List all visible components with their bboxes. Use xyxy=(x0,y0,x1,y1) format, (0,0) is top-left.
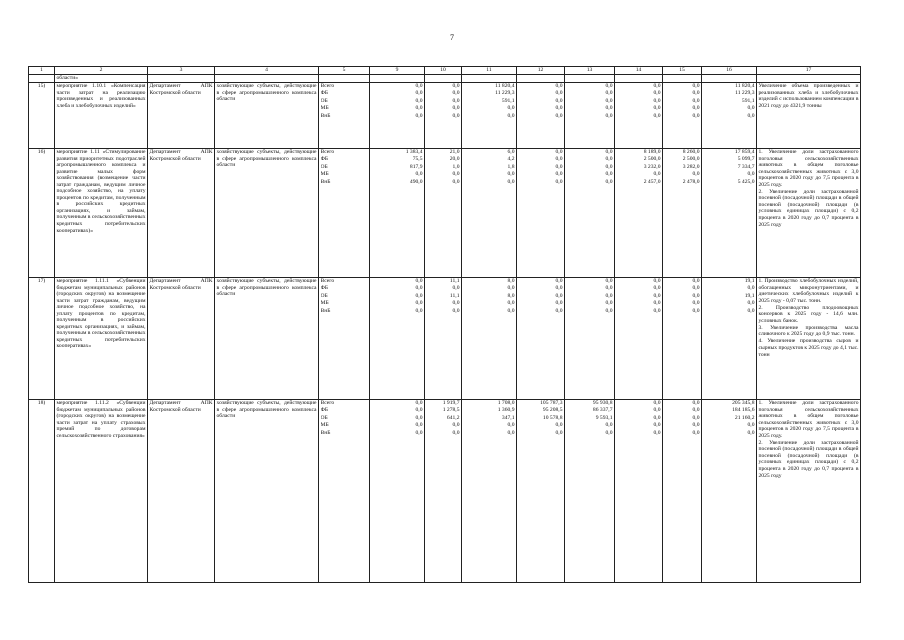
amount-value: 0,0 xyxy=(653,83,661,89)
header-row xyxy=(29,67,861,75)
amount-value: 10 578,8 xyxy=(542,414,563,421)
amount-value: 0,0 xyxy=(507,171,515,178)
measure-name: мероприятие 1.11.2 «Субвенции бюджетам муниципальных районов (городских округов) на возмещение части затрат на уплату страховых премий по договорам сельскохозяйственного страхования» xyxy=(55,400,148,583)
amount-value: 490,0 xyxy=(409,178,423,185)
amount-value: 0,0 xyxy=(653,285,661,292)
amount-value: 0,0 xyxy=(415,307,423,314)
funding-source-label: ВнБ xyxy=(320,307,331,314)
amount-value: 19,1 xyxy=(744,278,755,284)
funding-source-label: ФБ xyxy=(320,407,329,414)
amount-c9 xyxy=(370,278,425,400)
expected-result xyxy=(757,83,861,149)
amount-c9 xyxy=(370,149,425,278)
funding-source-label: МБ xyxy=(320,171,329,178)
amount-c11 xyxy=(462,278,517,400)
amount-c16 xyxy=(702,149,757,278)
amount-value: 0,0 xyxy=(555,429,563,436)
amount-value: 817,9 xyxy=(409,163,423,170)
amount-value: 0,0 xyxy=(605,156,613,163)
funding-source-label: Всего xyxy=(320,400,335,406)
amount-c15 xyxy=(663,149,702,278)
amount-value: 0,0 xyxy=(415,422,423,429)
row-number: 15) xyxy=(29,83,55,149)
amount-value: 2 500,0 xyxy=(643,156,661,163)
amount-value: 75,5 xyxy=(412,156,423,163)
amount-value: 0,0 xyxy=(747,112,755,119)
continuation-text: области» xyxy=(55,75,148,83)
amount-value: 0,0 xyxy=(605,97,613,104)
amount-c12 xyxy=(517,83,565,149)
amount-value: 0,0 xyxy=(555,307,563,314)
amount-c11 xyxy=(462,400,517,583)
amount-value: 184 185,6 xyxy=(732,407,755,414)
measure-name: мероприятие 1.11.1 «Субвенции бюджетам муниципальных районов (городских округов) на возмещение части затрат гражданам, ведущим личное подсобное хозяйство, на уплату процентов по кредитам, полученным в российских кредитных организациях, и займам, полученным в сельскохозяйственных кредитных потребительских кооперативах» xyxy=(55,278,148,400)
amount-value: 20,0 xyxy=(449,156,460,163)
amount-value: 2 457,0 xyxy=(643,178,661,185)
expected-result xyxy=(757,149,861,278)
funding-sources xyxy=(319,149,370,278)
amount-value: 0,0 xyxy=(415,414,423,421)
amount-value: 0,0 xyxy=(692,97,700,104)
amount-value: 0,0 xyxy=(452,285,460,292)
amount-value: 11 229,3 xyxy=(735,90,755,97)
amount-value: 0,0 xyxy=(692,400,700,406)
header-cell: 17 xyxy=(757,67,861,75)
amount-value: 0,0 xyxy=(555,112,563,119)
amount-c14 xyxy=(615,400,663,583)
amount-value: 0,0 xyxy=(507,429,515,436)
amount-value: 0,0 xyxy=(555,178,563,185)
result-paragraph: 2. Производство плодоовощных консервов к 2025 году - 14,6 млн. условных банок. xyxy=(758,304,859,324)
amount-value: 0,0 xyxy=(452,112,460,119)
amount-value: 0,0 xyxy=(605,278,613,284)
amount-c9 xyxy=(370,83,425,149)
amount-c16 xyxy=(702,400,757,583)
amount-value: 0,0 xyxy=(692,171,700,178)
amount-value: 0,0 xyxy=(692,407,700,414)
measure-name: мероприятие 1.11 «Стимулирование развития приоритетных подотраслей агропромышленного комплекса и развитие малых форм хозяйствования (возмещение части затрат гражданам, ведущим личное подсобное хозяйство, на уплату процентов по кредитам, полученным в российских кредитных организациях, и займам, полученным в сельскохозяйственных кредитных потребительских кооперативах)» xyxy=(55,149,148,278)
continuation-row xyxy=(29,75,861,83)
amount-value: 0,0 xyxy=(605,149,613,155)
amount-value: 0,0 xyxy=(747,171,755,178)
amount-value: 0,0 xyxy=(555,278,563,284)
header-cell: 3 xyxy=(148,67,215,75)
amount-value: 0,0 xyxy=(415,278,423,284)
amount-value: 95 208,5 xyxy=(542,407,563,414)
amount-value: 0,0 xyxy=(555,156,563,163)
amount-value: 11 820,4 xyxy=(735,83,755,89)
amount-value: 0,0 xyxy=(653,112,661,119)
amount-value: 0,0 xyxy=(415,292,423,299)
amount-value: 0,0 xyxy=(555,422,563,429)
amount-c14 xyxy=(615,278,663,400)
amount-value: 0,0 xyxy=(507,105,515,112)
amount-value: 0,0 xyxy=(653,407,661,414)
amount-c10 xyxy=(425,149,462,278)
header-cell: 16 xyxy=(702,67,757,75)
amount-value: 0,0 xyxy=(692,292,700,299)
amount-value: 1,8 xyxy=(507,163,515,170)
amount-value: 0,0 xyxy=(452,105,460,112)
amount-value: 591,1 xyxy=(741,97,755,104)
amount-value: 6,0 xyxy=(507,149,515,155)
amount-value: 11,1 xyxy=(449,278,460,284)
amount-value: 0,0 xyxy=(452,300,460,307)
amount-value: 0,0 xyxy=(605,285,613,292)
funding-source-label: МБ xyxy=(320,105,329,112)
amount-c13 xyxy=(565,278,615,400)
amount-value: 0,0 xyxy=(507,285,515,292)
amount-c15 xyxy=(663,83,702,149)
table-row xyxy=(29,400,861,583)
amount-value: 0,0 xyxy=(692,414,700,421)
funding-source-label: ОБ xyxy=(320,163,328,170)
funding-source-label: ОБ xyxy=(320,414,328,421)
header-cell: 13 xyxy=(565,67,615,75)
amount-value: 0,0 xyxy=(692,112,700,119)
amount-value: 0,0 xyxy=(653,422,661,429)
participants: хозяйствующие субъекты, действующие в сфере агропромышленного комплекса области xyxy=(215,400,319,583)
funding-sources xyxy=(319,83,370,149)
table-row xyxy=(29,278,861,400)
amount-value: 1 383,4 xyxy=(405,149,423,155)
amount-value: 1 708,0 xyxy=(497,400,515,406)
amount-value: 0,0 xyxy=(415,83,423,89)
amount-value: 0,0 xyxy=(747,105,755,112)
amount-value: 0,0 xyxy=(507,178,515,185)
responsible-executor: Департамент АПК Костромской области xyxy=(148,149,215,278)
amount-value: 0,0 xyxy=(415,90,423,97)
amount-value: 21 160,2 xyxy=(734,414,755,421)
amount-value: 0,0 xyxy=(555,90,563,97)
amount-c9 xyxy=(370,400,425,583)
funding-source-label: ОБ xyxy=(320,97,328,104)
participants: хозяйствующие субъекты, действующие в сфере агропромышленного комплекса области xyxy=(215,83,319,149)
funding-sources xyxy=(319,400,370,583)
amount-value: 0,0 xyxy=(555,292,563,299)
row-number: 16) xyxy=(29,149,55,278)
amount-c12 xyxy=(517,278,565,400)
amount-value: 591,1 xyxy=(501,97,515,104)
result-paragraph: 2. Увеличение доли застрахованной посевной (посадочной) площади в общей посевной (посадочной) площади (в условных единицах площади) с 0,2 процента в 2020 году до 0,7 процента в 2025 году xyxy=(758,188,859,228)
amount-value: 7 334,7 xyxy=(737,163,755,170)
amount-value: 11 229,3 xyxy=(495,90,515,97)
header-cell: 11 xyxy=(462,67,517,75)
amount-c11 xyxy=(462,149,517,278)
amount-value: 0,0 xyxy=(605,83,613,89)
result-paragraph: Увеличение объема произведенных и реализованных хлеба и хлебобулочных изделий с использованием компенсации в 2021 году до 4321,9 тонны xyxy=(758,83,859,109)
amount-c15 xyxy=(663,400,702,583)
amount-value: 0,0 xyxy=(605,90,613,97)
amount-value: 0,0 xyxy=(605,163,613,170)
funding-source-label: ФБ xyxy=(320,156,329,163)
table-row xyxy=(29,83,861,149)
amount-value: 0,0 xyxy=(555,163,563,170)
header-cell: 2 xyxy=(55,67,148,75)
amount-c13 xyxy=(565,400,615,583)
amount-value: 0,0 xyxy=(692,105,700,112)
row-number: 18) xyxy=(29,400,55,583)
amount-c10 xyxy=(425,400,462,583)
amount-value: 0,0 xyxy=(452,171,460,178)
funding-source-label: ВнБ xyxy=(320,429,331,436)
amount-value: 0,0 xyxy=(692,83,700,89)
amount-value: 0,0 xyxy=(653,400,661,406)
funding-source-label: ВнБ xyxy=(320,178,331,185)
amount-value: 0,0 xyxy=(605,422,613,429)
budget-table xyxy=(28,66,861,583)
amount-value: 0,0 xyxy=(452,429,460,436)
amount-value: 0,0 xyxy=(692,307,700,314)
amount-value: 95 930,8 xyxy=(592,400,613,406)
amount-value: 0,0 xyxy=(692,300,700,307)
amount-c13 xyxy=(565,149,615,278)
amount-value: 0,0 xyxy=(653,414,661,421)
expected-result xyxy=(757,278,861,400)
expected-result xyxy=(757,400,861,583)
amount-value: 0,0 xyxy=(692,429,700,436)
header-cell: 14 xyxy=(615,67,663,75)
amount-c14 xyxy=(615,83,663,149)
amount-value: 9 593,1 xyxy=(595,414,613,421)
amount-value: 0,0 xyxy=(653,278,661,284)
amount-value: 0,0 xyxy=(653,307,661,314)
amount-value: 11 820,4 xyxy=(495,83,515,89)
amount-value: 0,0 xyxy=(692,422,700,429)
amount-value: 641,2 xyxy=(446,414,460,421)
amount-c12 xyxy=(517,400,565,583)
amount-value: 0,0 xyxy=(692,285,700,292)
amount-value: 0,0 xyxy=(452,422,460,429)
funding-source-label: Всего xyxy=(320,83,335,89)
amount-value: 3 232,0 xyxy=(643,163,661,170)
amount-value: 0,0 xyxy=(747,300,755,307)
responsible-executor: Департамент АПК Костромской области xyxy=(148,278,215,400)
amount-value: 0,0 xyxy=(452,90,460,97)
amount-value: 0,0 xyxy=(653,105,661,112)
result-paragraph: 1. Увеличение доли застрахованного поголовья сельскохозяйственных животных в общем поголовье сельскохозяйственных животных с 3,0 процентов в 2020 году до 7,5 процента в 2025 году. xyxy=(758,149,859,188)
amount-value: 0,0 xyxy=(653,171,661,178)
amount-c11 xyxy=(462,83,517,149)
amount-value: 0,0 xyxy=(555,300,563,307)
amount-value: 4,2 xyxy=(507,156,515,163)
amount-value: 0,0 xyxy=(605,300,613,307)
header-cell: 1 xyxy=(29,67,55,75)
amount-value: 3 282,0 xyxy=(682,163,700,170)
amount-value: 0,0 xyxy=(507,300,515,307)
amount-value: 21,0 xyxy=(449,149,460,155)
funding-source-label: Всего xyxy=(320,278,335,284)
funding-source-label: МБ xyxy=(320,422,329,429)
funding-source-label: ФБ xyxy=(320,285,329,292)
amount-value: 0,0 xyxy=(605,105,613,112)
amount-value: 0,0 xyxy=(555,285,563,292)
header-cell: 15 xyxy=(663,67,702,75)
header-cell: 10 xyxy=(425,67,462,75)
amount-value: 0,0 xyxy=(605,292,613,299)
amount-value: 0,0 xyxy=(605,112,613,119)
funding-sources xyxy=(319,278,370,400)
amount-value: 0,0 xyxy=(507,307,515,314)
page-number: 7 xyxy=(450,33,454,42)
amount-value: 0,0 xyxy=(415,97,423,104)
amount-value: 0,0 xyxy=(415,300,423,307)
amount-value: 11,1 xyxy=(449,292,460,299)
result-paragraph: 2. Увеличение доли застрахованной посевной (посадочной) площади в общей посевной (посадочной) площади (в условных единицах площади) с 0,2 процента в 2020 году до 0,7 процента в 2025 году xyxy=(758,439,859,479)
amount-value: 1 919,7 xyxy=(442,400,460,406)
responsible-executor: Департамент АПК Костромской области xyxy=(148,83,215,149)
result-paragraph: 4. Увеличение производства сыров и сырных продуктов к 2025 году до 4,1 тыс. тонн xyxy=(758,338,859,358)
amount-value: 0,0 xyxy=(415,285,423,292)
amount-value: 17 859,4 xyxy=(734,149,755,155)
amount-value: 0,0 xyxy=(692,90,700,97)
amount-value: 0,0 xyxy=(747,307,755,314)
amount-value: 205 345,8 xyxy=(732,400,755,406)
amount-value: 5 425,0 xyxy=(737,178,755,185)
amount-value: 2 478,0 xyxy=(682,178,700,185)
amount-value: 2 500,0 xyxy=(682,156,700,163)
amount-value: 0,0 xyxy=(653,292,661,299)
amount-value: 0,0 xyxy=(605,171,613,178)
amount-value: 0,0 xyxy=(415,407,423,414)
amount-value: 0,0 xyxy=(452,307,460,314)
amount-value: 0,0 xyxy=(653,300,661,307)
amount-value: 0,0 xyxy=(555,105,563,112)
amount-value: 0,0 xyxy=(653,97,661,104)
amount-value: 86 337,7 xyxy=(592,407,613,414)
amount-value: 0,0 xyxy=(555,83,563,89)
result-paragraph: 3. Увеличение производства масла сливочного к 2025 году до 0,9 тыс. тонн. xyxy=(758,324,859,338)
amount-value: 0,0 xyxy=(452,97,460,104)
amount-value: 0,0 xyxy=(415,429,423,436)
amount-value: 0,0 xyxy=(452,178,460,185)
funding-source-label: ФБ xyxy=(320,90,329,97)
amount-value: 8,0 xyxy=(507,292,515,299)
participants: хозяйствующие субъекты, действующие в сфере агропромышленного комплекса области xyxy=(215,149,319,278)
amount-value: 0,0 xyxy=(653,90,661,97)
responsible-executor: Департамент АПК Костромской области xyxy=(148,400,215,583)
header-cell: 9 xyxy=(370,67,425,75)
result-paragraph: 1. Производство хлебобулочных изделий, обогащенных микронутриентами, и диетических хлебобулочных изделий к 2025 году - 0,07 тыс. тонн. xyxy=(758,278,859,304)
amount-value: 1 360,9 xyxy=(497,407,515,414)
amount-c16 xyxy=(702,83,757,149)
funding-source-label: ВнБ xyxy=(320,112,331,119)
participants: хозяйствующие субъекты, действующие в сфере агропромышленного комплекса области xyxy=(215,278,319,400)
header-cell: 5 xyxy=(319,67,370,75)
amount-value: 19,1 xyxy=(744,292,755,299)
amount-c12 xyxy=(517,149,565,278)
amount-value: 347,1 xyxy=(501,414,515,421)
amount-value: 1 278,5 xyxy=(442,407,460,414)
funding-source-label: ОБ xyxy=(320,292,328,299)
amount-value: 0,0 xyxy=(605,429,613,436)
amount-value: 0,0 xyxy=(415,400,423,406)
amount-c15 xyxy=(663,278,702,400)
amount-value: 8 189,0 xyxy=(643,149,661,155)
amount-value: 0,0 xyxy=(555,149,563,155)
amount-c16 xyxy=(702,278,757,400)
amount-value: 8 260,0 xyxy=(682,149,700,155)
amount-value: 0,0 xyxy=(555,97,563,104)
amount-value: 0,0 xyxy=(692,278,700,284)
funding-source-label: Всего xyxy=(320,149,335,155)
amount-value: 0,0 xyxy=(415,171,423,178)
amount-value: 0,0 xyxy=(507,112,515,119)
amount-value: 0,0 xyxy=(747,429,755,436)
amount-value: 0,0 xyxy=(653,429,661,436)
amount-value: 0,0 xyxy=(415,112,423,119)
amount-value: 0,0 xyxy=(747,422,755,429)
amount-c14 xyxy=(615,149,663,278)
amount-value: 8,0 xyxy=(507,278,515,284)
amount-value: 1,0 xyxy=(452,163,460,170)
amount-value: 0,0 xyxy=(507,422,515,429)
measure-name: мероприятие 1.10.1 «Компенсация части затрат на реализацию произведенных и реализованных хлеба и хлебобулочных изделий» xyxy=(55,83,148,149)
amount-value: 0,0 xyxy=(555,171,563,178)
amount-c10 xyxy=(425,278,462,400)
amount-c10 xyxy=(425,83,462,149)
amount-value: 0,0 xyxy=(747,285,755,292)
row-number: 17) xyxy=(29,278,55,400)
amount-value: 0,0 xyxy=(605,178,613,185)
header-cell: 12 xyxy=(517,67,565,75)
header-cell: 4 xyxy=(215,67,319,75)
funding-source-label: МБ xyxy=(320,300,329,307)
amount-value: 5 099,7 xyxy=(737,156,755,163)
amount-value: 105 787,3 xyxy=(540,400,563,406)
amount-value: 0,0 xyxy=(452,83,460,89)
amount-value: 0,0 xyxy=(415,105,423,112)
result-paragraph: 1. Увеличение доли застрахованного поголовья сельскохозяйственных животных в общем поголовье сельскохозяйственных животных с 3,0 процентов в 2020 году до 7,5 процента в 2025 году. xyxy=(758,400,859,439)
amount-c13 xyxy=(565,83,615,149)
amount-value: 0,0 xyxy=(605,307,613,314)
table-row xyxy=(29,149,861,278)
